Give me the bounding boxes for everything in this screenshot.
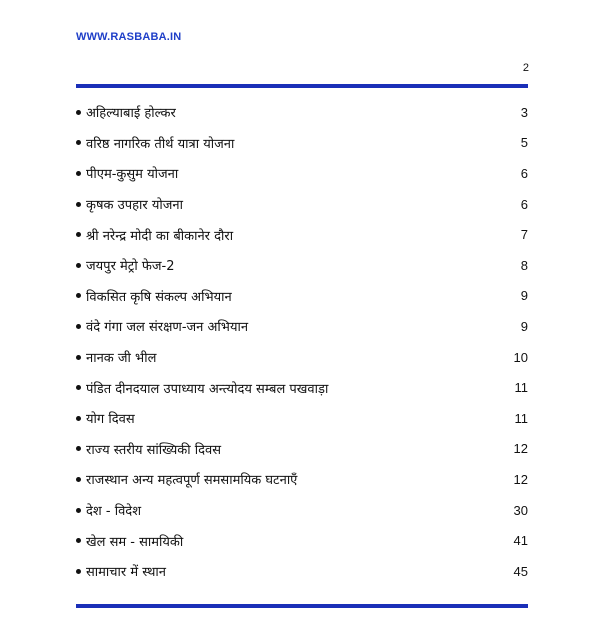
bullet-icon	[76, 355, 81, 360]
toc-page: 7	[520, 227, 528, 243]
toc-title: जयपुर मेट्रो फेज-2	[86, 259, 175, 275]
bullet-icon	[76, 110, 81, 115]
page-number: 2	[522, 62, 529, 74]
toc-title: राजस्थान अन्य महत्वपूर्ण समसामयिक घटनाएँ	[86, 473, 298, 489]
toc-page: 6	[520, 165, 528, 181]
toc-entry[interactable]	[76, 434, 528, 465]
toc-entry[interactable]	[76, 97, 528, 128]
toc-title: पीएम-कुसुम योजना	[86, 167, 179, 183]
toc-title: पंडित दीनदयाल उपाध्याय अन्त्योदय सम्बल पखवाड़ा	[86, 381, 329, 397]
bullet-icon	[76, 385, 81, 390]
toc-entry[interactable]	[76, 556, 528, 587]
toc-page: 9	[520, 288, 528, 304]
bullet-icon	[76, 477, 81, 482]
toc-title: सामाचार में स्थान	[86, 565, 166, 581]
toc-page: 8	[520, 257, 528, 273]
toc-title: वरिष्ठ नागरिक तीर्थ यात्रा योजना	[86, 136, 235, 152]
bullet-icon	[76, 569, 81, 574]
toc-entry[interactable]	[76, 311, 528, 342]
toc-entry[interactable]	[76, 403, 528, 434]
toc-title: राज्य स्तरीय सांख्यिकी दिवस	[86, 442, 222, 458]
bottom-divider	[76, 604, 528, 608]
toc-title: देश - विदेश	[86, 504, 142, 520]
toc-title: वंदे गंगा जल संरक्षण-जन अभियान	[86, 320, 249, 336]
toc-entry[interactable]	[76, 158, 528, 189]
toc-page: 9	[520, 318, 528, 334]
top-divider	[76, 84, 528, 88]
toc-title: खेल सम - सामयिकी	[86, 534, 184, 550]
toc-entry[interactable]	[76, 525, 528, 556]
toc-page: 11	[514, 410, 528, 426]
site-url[interactable]: WWW.RASBABA.IN	[76, 31, 182, 43]
toc-page: 41	[513, 533, 528, 549]
bullet-icon	[76, 446, 81, 451]
table-of-contents	[76, 97, 528, 587]
toc-title: श्री नरेन्द्र मोदी का बीकानेर दौरा	[86, 228, 234, 244]
bullet-icon	[76, 416, 81, 421]
toc-entry[interactable]	[76, 219, 528, 250]
toc-title: नानक जी भील	[86, 351, 157, 367]
bullet-icon	[76, 293, 81, 298]
toc-page: 10	[513, 349, 528, 365]
toc-page: 6	[520, 196, 528, 212]
toc-page: 45	[513, 563, 528, 579]
toc-page: 12	[513, 441, 528, 457]
bullet-icon	[76, 232, 81, 237]
toc-entry[interactable]	[76, 495, 528, 526]
toc-page: 12	[513, 471, 528, 487]
toc-page: 30	[513, 502, 528, 518]
toc-entry[interactable]	[76, 128, 528, 159]
bullet-icon	[76, 140, 81, 145]
toc-entry[interactable]	[76, 372, 528, 403]
toc-entry[interactable]	[76, 281, 528, 312]
toc-title: अहिल्याबाई होल्कर	[86, 106, 176, 122]
bullet-icon	[76, 538, 81, 543]
toc-page: 11	[514, 380, 528, 396]
toc-page: 3	[520, 104, 528, 120]
toc-entry[interactable]	[76, 464, 528, 495]
toc-entry[interactable]	[76, 342, 528, 373]
bullet-icon	[76, 324, 81, 329]
bullet-icon	[76, 508, 81, 513]
toc-title: योग दिवस	[86, 412, 135, 428]
bullet-icon	[76, 263, 81, 268]
toc-title: कृषक उपहार योजना	[86, 198, 183, 214]
toc-entry[interactable]	[76, 250, 528, 281]
bullet-icon	[76, 202, 81, 207]
toc-title: विकसित कृषि संकल्प अभियान	[86, 289, 232, 305]
bullet-icon	[76, 171, 81, 176]
toc-entry[interactable]	[76, 189, 528, 220]
toc-page: 5	[520, 135, 528, 151]
